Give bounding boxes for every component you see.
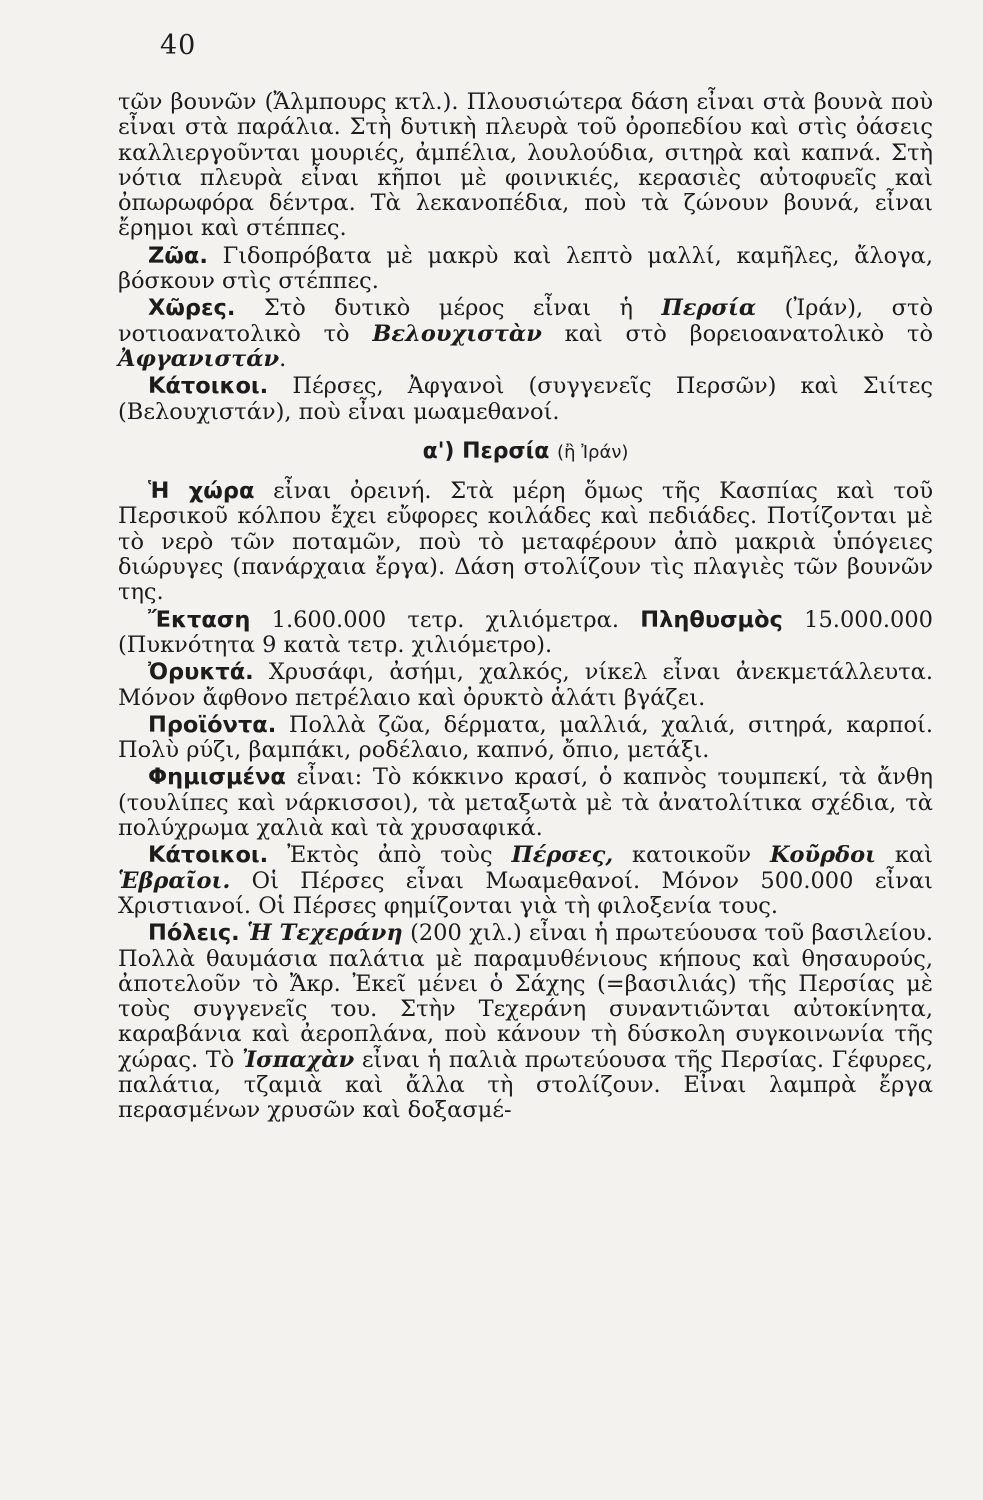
term-kourdoi: Κοῦρδοι — [769, 842, 877, 869]
paragraph-xora — [118, 479, 933, 605]
section-subtitle: (ἢ Ἰράν) — [557, 441, 629, 463]
xores-text-4: . — [279, 345, 287, 372]
term-tehrani: Ἡ Τεχεράνη — [247, 920, 403, 947]
heading-orykta: Ὀρυκτά. — [148, 659, 254, 686]
heading-ektasi: Ἔκταση — [148, 606, 251, 633]
xores-text-3: καὶ στὸ βορειοανατολικὸ τὸ — [541, 320, 934, 347]
katoikoi-2-text-1: Ἐκτὸς ἀπὸ τοὺς — [268, 842, 512, 869]
page-number: 40 — [160, 30, 197, 61]
heading-katoikoi-2: Κάτοικοι. — [148, 842, 269, 869]
paragraph-poleis — [118, 921, 933, 1123]
paragraph-katoikoi-1 — [118, 374, 933, 425]
heading-poleis: Πόλεις. — [148, 920, 240, 947]
heading-fimismena: Φημισμένα — [148, 764, 286, 791]
term-belouchistan: Βελουχιστὰν — [372, 320, 542, 347]
paragraph-proionta — [118, 713, 933, 764]
proionta-text: Πολλὰ ζῶα, δέρματα, μαλλιά, χαλιά, σιτηρά, καρποί. Πολὺ ρύζι, βαμπάκι, ροδέλαιο, καπνό, ὄπιο, μετάξι. — [118, 711, 933, 764]
paragraph-intro: τῶν βουνῶν (Ἄλμπουρς κτλ.). Πλουσιώτερα δάση εἶναι στὰ βουνὰ ποὺ εἶναι στὰ παράλια. Στὴ δυτικὴ πλευρὰ τοῦ ὀροπεδίου καὶ στὶς ὀάσεις καλλιεργοῦνται μουριές, ἀμπέλια, λουλούδια, σιτηρὰ καὶ καπνά. Στὴ νότια πλευρὰ εἶναι κῆποι μὲ φοινικιές, κερασιὲς αὐτοφυεῖς καὶ ὀπωρωφόρα δέντρα. Τὰ λεκανοπέδια, ποὺ τὰ ζώνουν βουνά, εἶναι ἔρημοι καὶ στέππες. — [118, 89, 933, 242]
poleis-text-0 — [240, 920, 247, 946]
katoikoi-1-text: Πέρσες, Ἀφγανοὶ (συγγενεῖς Περσῶν) καὶ Σιίτες (Βελουχιστάν), ποὺ εἶναι μωαμεθανοί. — [118, 373, 933, 425]
katoikoi-2-text-4: Οἱ Πέρσες εἶναι Μωαμεθανοί. Μόνον 500.000 εἶναι Χριστιανοί. Οἱ Πέρσες φημίζονται γιὰ τὴ φιλοξενία τους. — [118, 867, 933, 919]
term-persia: Περσία — [661, 295, 757, 322]
ektasi-text-1: 1.600.000 τετρ. χιλιόμετρα. — [250, 606, 641, 633]
heading-proionta: Προϊόντα. — [148, 711, 277, 738]
fimismena-text: εἶναι: Τὸ κόκκινο κρασί, ὁ καπνὸς τουμπεκί, τὰ ἄνθη (τουλίπες καὶ νάρκισσοι), τὰ μεταξωτὰ μὲ τὰ ἀνατολίτικα σχέδια, τὰ πολύχρωμα χαλιὰ καὶ τὰ χρυσαφικά. — [118, 764, 933, 842]
term-perses: Πέρσες, — [511, 842, 614, 869]
section-heading — [118, 439, 933, 465]
paragraph-katoikoi-2 — [118, 843, 933, 919]
paragraph-xores — [118, 296, 933, 372]
poleis-text-2: εἶναι ἡ παλιὰ πρωτεύουσα τῆς Περσίας. Γέφυρες, παλάτια, τζαμιὰ καὶ ἄλλα τὴ στολίζουν. Εἶναι λαμπρὰ ἔργα περασμένων χρυσῶν καὶ δοξασμέ- — [118, 1046, 933, 1124]
zoa-text: Γιδοπρόβατα μὲ μακρὺ καὶ λεπτὸ μαλλί, καμῆλες, ἄλογα, βόσκουν στὶς στέππες. — [118, 242, 933, 295]
term-evraioi: Ἑβραῖοι. — [118, 867, 231, 894]
katoikoi-2-text-3: καὶ — [876, 842, 934, 869]
paragraph-orykta — [118, 660, 933, 711]
orykta-text: Χρυσάφι, ἀσήμι, χαλκός, νίκελ εἶναι ἀνεκμετάλλευτα. Μόνον ἄφθονο πετρέλαιο καὶ ὀρυκτὸ ἁλάτι βγάζει. — [118, 659, 933, 711]
paragraph-zoa — [118, 244, 933, 295]
ektasi-text-2: 15.000.000 (Πυκνότητα 9 κατὰ τετρ. χιλιόμετρο). — [118, 606, 933, 658]
heading-katoikoi-1: Κάτοικοι. — [148, 373, 269, 400]
heading-zoa: Ζῶα. — [148, 242, 208, 269]
heading-xora: Ἡ χώρα — [148, 478, 255, 505]
xores-text-2: (Ἰράν), στὸ νοτιοανατολικὸ τὸ — [118, 295, 934, 347]
paragraph-fimismena — [118, 765, 933, 841]
poleis-text-1: (200 χιλ.) εἶναι ἡ πρωτεύουσα τοῦ βασιλείου. Πολλὰ θαυμάσια παλάτια μὲ παραμυθένιους κήπους καὶ θησαυρούς, ἀποτελοῦν τὸ Ἄκρ. Ἐκεῖ μένει ὁ Σάχης (=βασιλιάς) τῆς Περσίας μὲ τοὺς συγγενεῖς του. Στὴν Τεχεράνη συναντιῶνται αὐτοκίνητα, καραβάνια καὶ ἀεροπλάνα, ποὺ κάνουν τὴ δύσκολη συγκοινωνία τῆς χώρας. Τὸ — [118, 920, 933, 1073]
body-text — [118, 90, 933, 1124]
term-ispachan: Ἰσπαχὰν — [241, 1046, 355, 1073]
section-title: α') Περσία — [422, 438, 550, 464]
heading-xores: Χῶρες. — [148, 295, 236, 322]
heading-plithysmos: Πληθυσμὸς — [640, 606, 783, 633]
katoikoi-2-text-2: κατοικοῦν — [613, 842, 770, 869]
xora-text: εἶναι ὀρεινή. Στὰ μέρη ὅμως τῆς Κασπίας καὶ τοῦ Περσικοῦ κόλπου ἔχει εὔφορες κοιλάδες καὶ πεδιάδες. Ποτίζονται μὲ τὸ νερὸ τῶν ποταμῶν, ποὺ τὸ μεταφέρουν ἀπὸ μακριὰ ὑπόγειες διώρυγες (πανάρχαια ἔργα). Δάση στολίζουν τὶς πλαγιὲς τῶν βουνῶν της. — [118, 478, 933, 606]
paragraph-ektasi — [118, 608, 933, 659]
xores-text-1: Στὸ δυτικὸ μέρος εἶναι ἡ — [235, 295, 662, 322]
term-afganistan: Ἀφγανιστάν — [118, 345, 280, 372]
